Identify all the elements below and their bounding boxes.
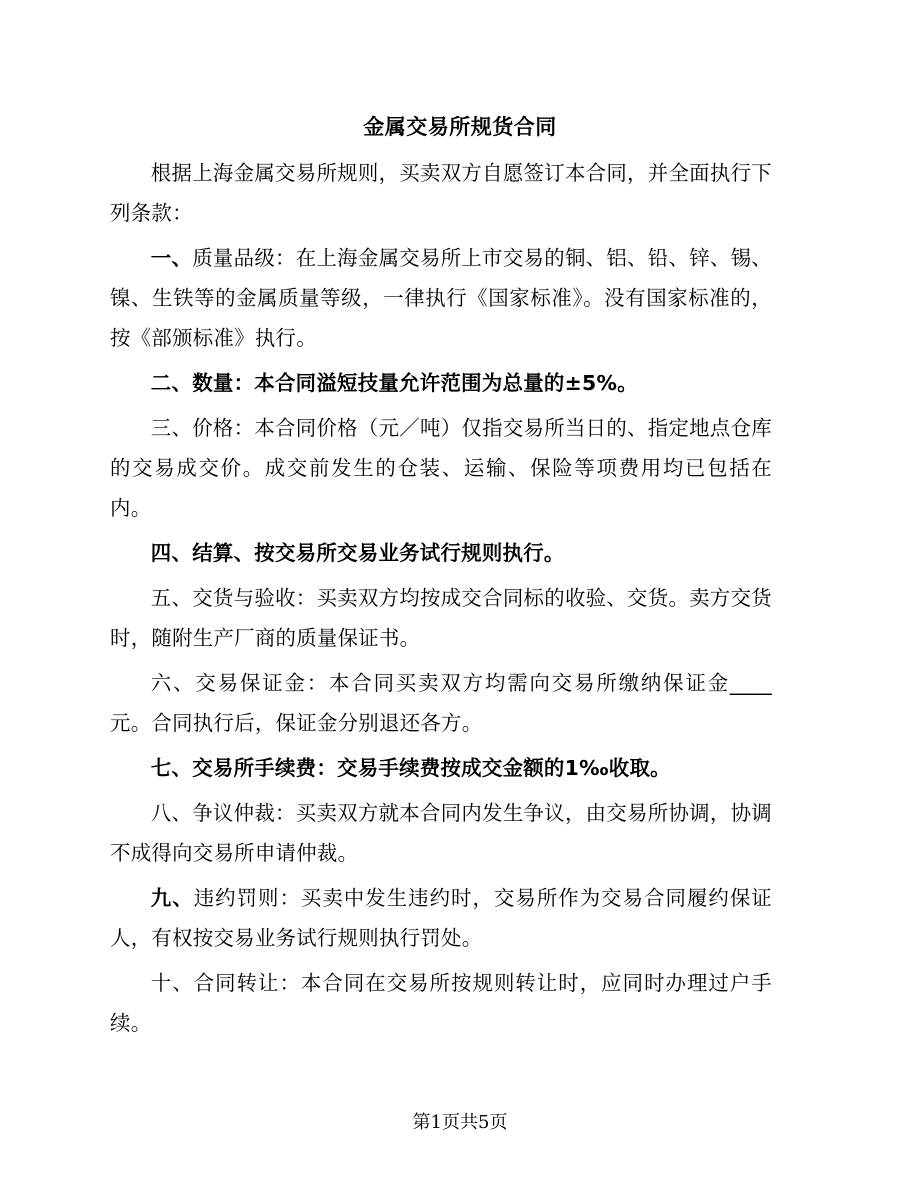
clause-3 bbox=[110, 408, 772, 528]
clause-7-number: 七、 bbox=[150, 756, 193, 780]
clause-8 bbox=[110, 793, 772, 873]
clause-1 bbox=[110, 238, 772, 358]
clause-1-number: 一、 bbox=[150, 246, 193, 270]
clause-8-text: 争议仲裁：买卖双方就本合同内发生争议，由交易所协调，协调不成得向交易所申请仲裁。 bbox=[110, 801, 772, 865]
clause-3-text: 价格：本合同价格（元／吨）仅指交易所当日的、指定地点仓库的交易成交价。成交前发生的仓装、运输、保险等项费用均已包括在内。 bbox=[110, 416, 772, 520]
clause-2-text: 数量：本合同溢短技量允许范围为总量的±5%。 bbox=[192, 371, 638, 395]
clause-4 bbox=[110, 533, 772, 573]
clause-4-text: 结算、按交易所交易业务试行规则执行。 bbox=[192, 541, 565, 565]
clause-3-number: 三、 bbox=[150, 416, 193, 440]
clause-8-number: 八、 bbox=[150, 801, 193, 825]
clause-5-number: 五、 bbox=[150, 586, 193, 610]
clause-6-text: 交易保证金：本合同买卖双方均需向交易所缴纳保证金____元。合同执行后，保证金分别退还各方。 bbox=[110, 671, 772, 735]
clause-7 bbox=[110, 748, 772, 788]
clause-10-text: 合同转让：本合同在交易所按规则转让时，应同时办理过户手续。 bbox=[110, 971, 772, 1035]
clause-2-number: 二、 bbox=[150, 371, 193, 395]
clause-10 bbox=[110, 963, 772, 1043]
clause-6 bbox=[110, 663, 772, 743]
clause-5-text: 交货与验收：买卖双方均按成交合同标的收验、交货。卖方交货时，随附生产厂商的质量保证书。 bbox=[110, 586, 772, 650]
page-number: 第1页共5页 bbox=[412, 1112, 508, 1133]
clause-4-number: 四、 bbox=[150, 541, 193, 565]
clause-1-text: 质量品级：在上海金属交易所上市交易的铜、铝、铅、锌、锡、镍、生铁等的金属质量等级，一律执行《国家标准》。没有国家标准的，按《部颁标准》执行。 bbox=[110, 246, 772, 350]
clause-10-number: 十、 bbox=[150, 971, 194, 995]
document-title: 金属交易所规货合同 bbox=[363, 115, 557, 139]
clause-5 bbox=[110, 578, 772, 658]
clause-9-number: 九、 bbox=[150, 886, 194, 910]
document-body bbox=[110, 153, 772, 1048]
clause-9-text: 违约罚则：买卖中发生违约时，交易所作为交易合同履约保证人，有权按交易业务试行规则执行罚处。 bbox=[110, 886, 772, 950]
intro-paragraph: 根据上海金属交易所规则，买卖双方自愿签订本合同，并全面执行下列条款： bbox=[110, 161, 772, 225]
clause-6-number: 六、 bbox=[150, 671, 196, 695]
clause-9 bbox=[110, 878, 772, 958]
clause-7-text: 交易所手续费：交易手续费按成交金额的1‰收取。 bbox=[192, 756, 671, 780]
clause-2 bbox=[110, 363, 772, 403]
